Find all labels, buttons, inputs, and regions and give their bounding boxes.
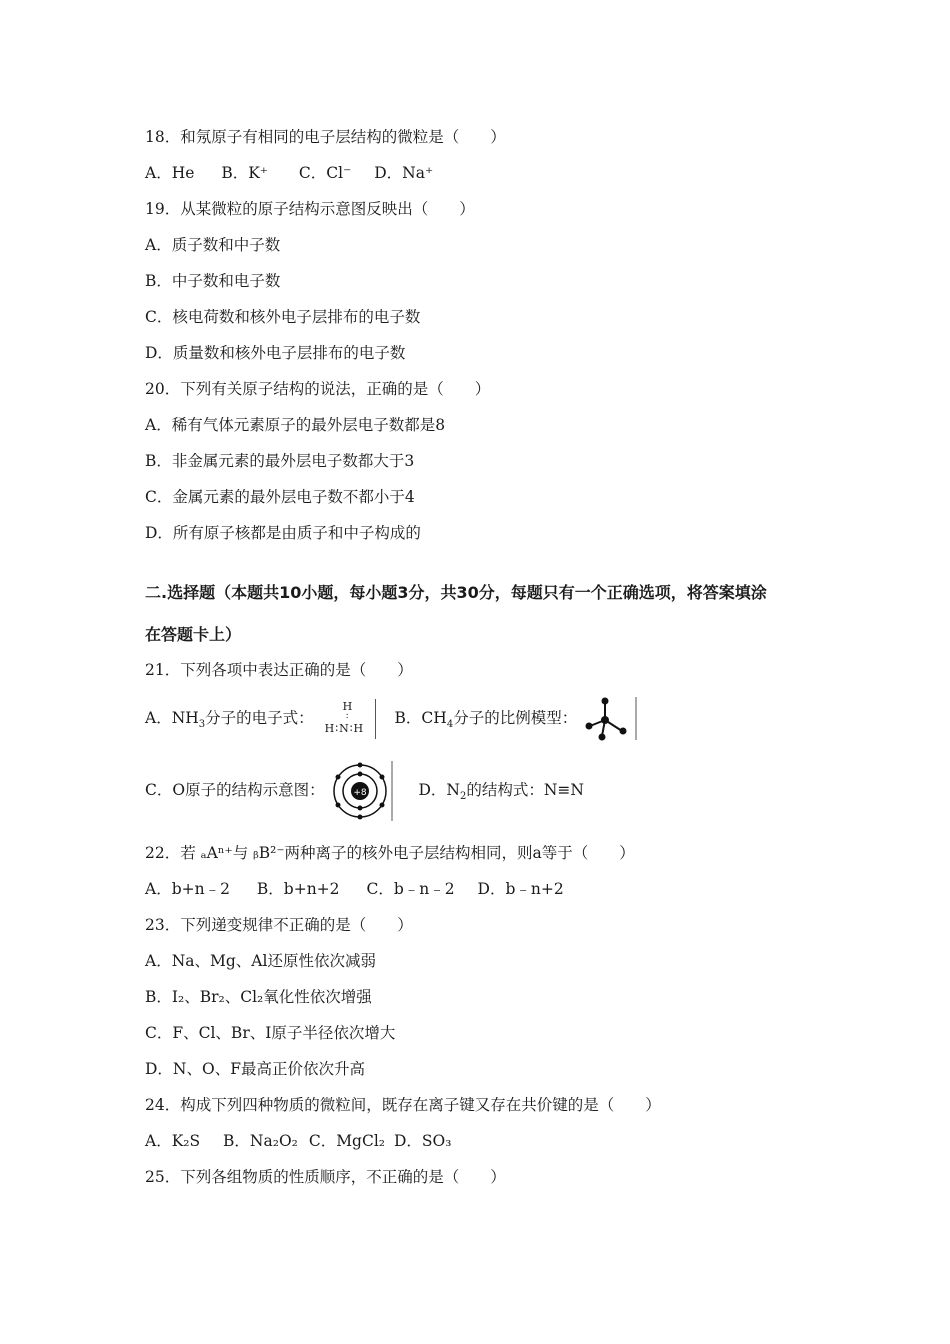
q21-option-d — [418, 781, 584, 803]
q21-d-sub: 2 — [459, 791, 467, 803]
q21-b-prefix: B．CH — [394, 709, 447, 727]
q19-option-b: B．中子数和电子数 — [145, 272, 281, 290]
q21-a-suffix: 分子的电子式： — [205, 709, 314, 727]
q25-stem: 25．下列各组物质的性质顺序，不正确的是（ ） — [145, 1168, 506, 1186]
q18-option-d: D．Na⁺ — [374, 164, 434, 182]
q21-row-cd — [145, 757, 584, 823]
q23-stem: 23．下列递变规律不正确的是（ ） — [145, 916, 413, 934]
q19-option-c: C．核电荷数和核外电子层排布的电子数 — [145, 308, 421, 326]
q18-stem: 18．和氖原子有相同的电子层结构的微粒是（ ） — [145, 128, 506, 146]
q21-option-a — [145, 709, 314, 731]
nh3-main-row: H∶N∶H — [324, 722, 365, 735]
q20-option-a: A．稀有气体元素原子的最外层电子数都是8 — [145, 416, 446, 434]
q21-row-ab — [145, 696, 642, 740]
q21-d-suffix: 的结构式：N≡N — [466, 781, 584, 799]
q21-option-b — [394, 709, 578, 731]
q24-option-b: B．Na₂O₂ — [223, 1132, 298, 1150]
q22-stem: 22．若 ₐAⁿ⁺与 ᵦB²⁻两种离子的核外电子层结构相同，则a等于（ ） — [145, 844, 635, 862]
q21-option-c: C．O原子的结构示意图： — [145, 781, 325, 799]
q18-options — [145, 163, 433, 183]
q22-option-d: D．b﹣n+2 — [477, 880, 564, 898]
q24-options — [145, 1131, 451, 1151]
q20-option-c: C．金属元素的最外层电子数不都小于4 — [145, 488, 415, 506]
q23-option-d: D．N、O、F最高正价依次升高 — [145, 1060, 365, 1078]
q24-option-a: A．K₂S — [145, 1132, 201, 1150]
q23-option-b: B．I₂、Br₂、Cl₂氧化性依次增强 — [145, 988, 372, 1006]
q21-a-sub: 3 — [198, 719, 206, 731]
q22-options — [145, 879, 564, 899]
q24-option-c: C．MgCl₂ — [308, 1132, 386, 1150]
q19-option-a: A．质子数和中子数 — [145, 236, 281, 254]
q22-option-b: B．b+n+2 — [256, 880, 340, 898]
q20-stem: 20．下列有关原子结构的说法，正确的是（ ） — [145, 380, 491, 398]
q22-option-a: A．b+n﹣2 — [145, 880, 230, 898]
q21-d-prefix: D．N — [418, 781, 460, 799]
q19-stem: 19．从某微粒的原子结构示意图反映出（ ） — [145, 200, 475, 218]
q18-option-c: C．Cl⁻ — [298, 164, 352, 182]
nh3-top-h: H — [342, 700, 353, 713]
q19-option-d: D．质量数和核外电子层排布的电子数 — [145, 344, 406, 362]
q23-option-c: C．F、Cl、Br、I原子半径依次增大 — [145, 1024, 396, 1042]
q21-stem: 21．下列各项中表达正确的是（ ） — [145, 661, 413, 679]
q21-a-prefix: A．NH — [145, 709, 199, 727]
q18-option-b: B．K⁺ — [221, 164, 268, 182]
q21-b-suffix: 分子的比例模型： — [453, 709, 578, 727]
section2-heading-line1: 二.选择题（本题共10小题，每小题3分，共30分，每题只有一个正确选项，将答案填涂 — [145, 583, 767, 602]
q23-option-a: A．Na、Mg、Al还原性依次减弱 — [145, 952, 376, 970]
q20-option-d: D．所有原子核都是由质子和中子构成的 — [145, 524, 421, 542]
oxygen-atom-diagram — [330, 759, 396, 823]
section2-heading-line2: 在答题卡上） — [145, 625, 242, 644]
q18-option-a: A．He — [145, 164, 195, 182]
q21-b-sub: 4 — [446, 719, 454, 731]
ch4-model-image — [582, 696, 642, 742]
q20-option-b: B．非金属元素的最外层电子数都大于3 — [145, 452, 415, 470]
nh3-dots: : — [345, 711, 349, 721]
nh3-electron-formula — [323, 699, 376, 739]
q24-stem: 24．构成下列四种物质的微粒间，既存在离子键又存在共价键的是（ ） — [145, 1096, 661, 1114]
oxygen-nucleus-label: +8 — [352, 788, 367, 798]
q22-option-c: C．b﹣n﹣2 — [366, 880, 455, 898]
q24-option-d: D．SO₃ — [393, 1132, 452, 1150]
